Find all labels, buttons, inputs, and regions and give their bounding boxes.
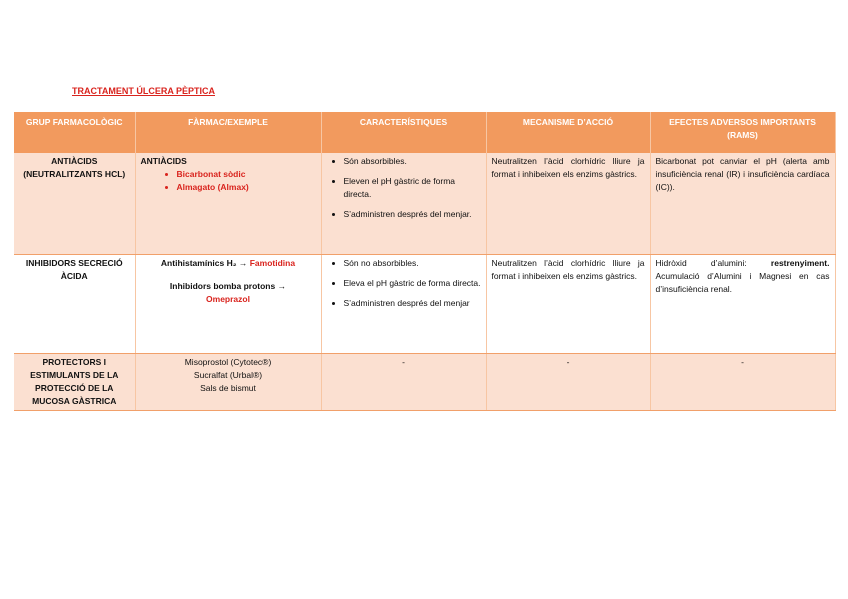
feature-item: • S’administren després del menjar. bbox=[344, 208, 481, 221]
mechanism-cell: - bbox=[486, 353, 650, 410]
adverse-cell: - bbox=[650, 353, 835, 410]
drug-item: Sucralfat (Urbal®) bbox=[193, 369, 263, 380]
features-cell bbox=[321, 153, 486, 254]
drug-item: Sals de bismut bbox=[200, 382, 256, 393]
adverse-cell bbox=[650, 254, 835, 353]
page-title: TRACTAMENT ÚLCERA PÈPTICA bbox=[72, 86, 215, 96]
treatment-table bbox=[14, 112, 836, 411]
drug-class-label: Inhibidors bomba protons → bbox=[169, 280, 287, 291]
adverse-highlight: restrenyiment. bbox=[770, 257, 830, 268]
drug-cell bbox=[135, 153, 321, 254]
adverse-cell: Bicarbonat pot canviar el pH (alerta amb insuficiència renal (IR) i insuficiència cardíaca (IC)). bbox=[650, 153, 835, 254]
features-cell bbox=[321, 254, 486, 353]
header-mechanism: MECANISME D’ACCIÓ bbox=[486, 112, 650, 153]
group-cell: PROTECTORS I ESTIMULANTS DE LA PROTECCIÓ DE LA MUCOSA GÀSTRICA bbox=[14, 353, 135, 410]
adverse-rest: Acumulació d’Alumini i Magnesi en cas d’insuficiència renal. bbox=[655, 270, 830, 294]
drug-heading: ANTIÀCIDS bbox=[140, 156, 187, 166]
drug-name: Omeprazol bbox=[206, 293, 250, 304]
adverse-prefix: Hidròxid d’alumini: bbox=[655, 257, 771, 268]
group-cell: INHIBIDORS SECRECIÓ ÀCIDA bbox=[14, 254, 135, 353]
header-drug: FÀRMAC/EXEMPLE bbox=[135, 112, 321, 153]
table-row bbox=[14, 153, 835, 254]
mechanism-cell: Neutralitzen l’àcid clorhídric lliure ja format i inhibeixen els enzims gàstrics. bbox=[486, 153, 650, 254]
drug-name: Famotidina bbox=[249, 257, 296, 268]
feature-item: • Són absorbibles. bbox=[344, 155, 481, 168]
drug-class-label: Antihistamínics H₂ → bbox=[160, 257, 250, 268]
drug-cell bbox=[135, 353, 321, 410]
feature-item: • Són no absorbibles. bbox=[344, 257, 481, 270]
drug-item: Misoprostol (Cytotec®) bbox=[184, 356, 272, 367]
table-row bbox=[14, 254, 835, 353]
drug-item: • Almagato (Almax) bbox=[177, 181, 316, 194]
feature-item: • Eleva el pH gàstric de forma directa. bbox=[344, 277, 481, 290]
group-cell: ANTIÀCIDS (NEUTRALITZANTS HCL) bbox=[14, 153, 135, 254]
header-features: CARACTERÍSTIQUES bbox=[321, 112, 486, 153]
table-row bbox=[14, 353, 835, 410]
mechanism-cell: Neutralitzen l’àcid clorhídric lliure ja format i inhibeixen els enzims gàstrics. bbox=[486, 254, 650, 353]
drug-cell bbox=[135, 254, 321, 353]
table-header-row bbox=[14, 112, 835, 153]
features-cell: - bbox=[321, 353, 486, 410]
feature-item: • Eleven el pH gàstric de forma directa. bbox=[344, 175, 481, 201]
header-adverse: EFECTES ADVERSOS IMPORTANTS (RAMS) bbox=[650, 112, 835, 153]
drug-item: • Bicarbonat sòdic bbox=[177, 168, 316, 181]
header-group: GRUP FARMACOLÒGIC bbox=[14, 112, 135, 153]
feature-item: • S’administren després del menjar bbox=[344, 297, 481, 310]
